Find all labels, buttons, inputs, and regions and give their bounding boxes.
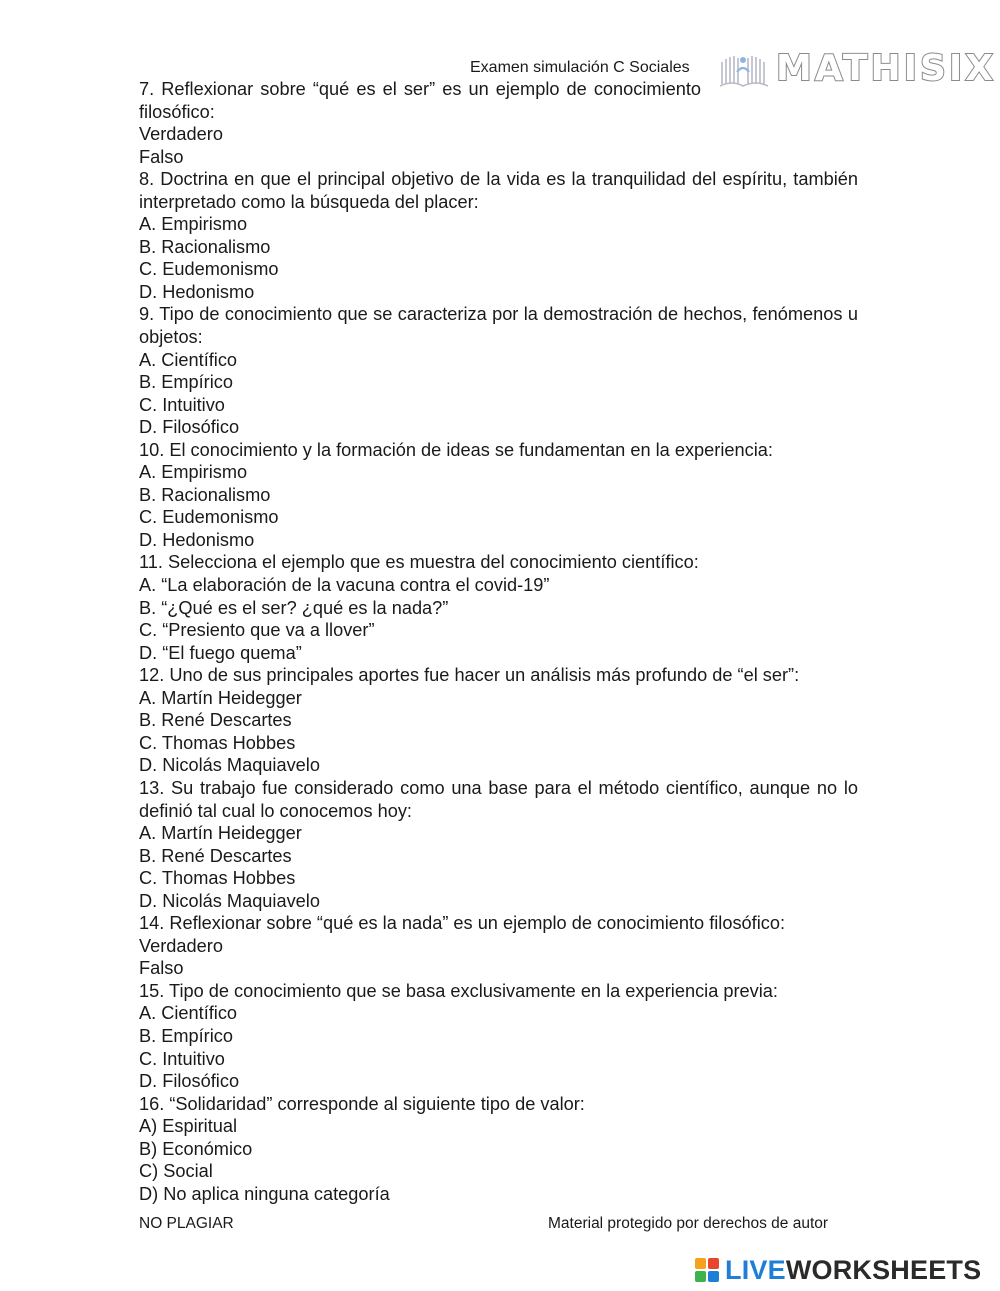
answer-option[interactable]: B) Económico <box>139 1138 253 1159</box>
answer-option[interactable]: B. Racionalismo <box>139 236 271 257</box>
question-text: 13. Su trabajo fue considerado como una base para el método científico, aunque no lo definió tal cual lo conocemos hoy: <box>139 777 858 821</box>
answer-option[interactable]: A. Martín Heidegger <box>139 687 302 708</box>
answer-option[interactable]: A. Científico <box>139 349 238 370</box>
answer-option[interactable]: B. Empírico <box>139 372 233 393</box>
answer-option[interactable]: C. Eudemonismo <box>139 507 279 528</box>
answer-option[interactable]: D. Nicolás Maquiavelo <box>139 890 320 911</box>
answer-option[interactable]: C. Intuitivo <box>139 394 225 415</box>
answer-option[interactable]: B. Racionalismo <box>139 484 271 505</box>
question-text: 10. El conocimiento y la formación de ideas se fundamentan en la experiencia: <box>139 439 773 460</box>
answer-option[interactable]: B. Empírico <box>139 1025 233 1046</box>
answer-option[interactable]: D. Filosófico <box>139 1071 240 1092</box>
answer-option[interactable]: C. Thomas Hobbes <box>139 868 296 889</box>
liveworksheets-watermark <box>695 1255 981 1285</box>
answer-option[interactable]: A. Empirismo <box>139 214 248 235</box>
answer-option[interactable]: C) Social <box>139 1161 213 1182</box>
answer-option[interactable]: B. “¿Qué es el ser? ¿qué es la nada?” <box>139 597 449 618</box>
answer-option[interactable]: A. Empirismo <box>139 462 248 483</box>
answer-option[interactable]: Falso <box>139 958 184 979</box>
answer-option[interactable]: C. Intuitivo <box>139 1048 225 1069</box>
question-text: 12. Uno de sus principales aportes fue hacer un análisis más profundo de “el ser”: <box>139 665 800 686</box>
liveworksheets-icon <box>695 1258 721 1282</box>
watermark-prefix: LIVE <box>725 1254 786 1285</box>
question-text: 7. Reflexionar sobre “qué es el ser” es un ejemplo de conocimiento filosófico: <box>139 79 701 122</box>
answer-option[interactable]: D. Hedonismo <box>139 529 255 550</box>
answer-option[interactable]: A. Científico <box>139 1003 238 1024</box>
answer-option[interactable]: D. Filosófico <box>139 417 240 438</box>
question-text: 16. “Solidaridad” corresponde al siguiente tipo de valor: <box>139 1093 585 1114</box>
question-text: 11. Selecciona el ejemplo que es muestra del conocimiento científico: <box>139 552 699 573</box>
footer-copyright: Material protegido por derechos de autor <box>548 1215 829 1232</box>
answer-option[interactable]: C. Eudemonismo <box>139 259 279 280</box>
question-text: 15. Tipo de conocimiento que se basa exclusivamente en la experiencia previa: <box>139 980 778 1001</box>
answer-option[interactable]: A) Espiritual <box>139 1116 238 1137</box>
question-text: 8. Doctrina en que el principal objetivo de la vida es la tranquilidad del espíritu, también interpretado como la búsqueda del placer: <box>139 169 858 212</box>
answer-option[interactable]: A. “La elaboración de la vacuna contra el covid-19” <box>139 575 550 596</box>
watermark-suffix: WORKSHEETS <box>785 1254 982 1285</box>
answer-option[interactable]: D. Hedonismo <box>139 281 255 302</box>
answer-option[interactable]: D) No aplica ninguna categoría <box>139 1183 390 1204</box>
answer-option[interactable]: Verdadero <box>139 935 223 956</box>
footer-no-plagiar: NO PLAGIAR <box>139 1215 234 1232</box>
answer-option[interactable]: B. René Descartes <box>139 845 292 866</box>
answer-option[interactable]: B. René Descartes <box>139 710 292 731</box>
answer-option[interactable]: Falso <box>139 146 184 167</box>
answer-option[interactable]: A. Martín Heidegger <box>139 823 302 844</box>
answer-option[interactable]: C. “Presiento que va a llover” <box>139 620 375 641</box>
answer-option[interactable]: C. Thomas Hobbes <box>139 732 296 753</box>
question-text: 14. Reflexionar sobre “qué es la nada” es un ejemplo de conocimiento filosófico: <box>139 913 786 934</box>
answer-option[interactable]: D. Nicolás Maquiavelo <box>139 755 320 776</box>
logo-text: MATHISIX <box>776 48 997 89</box>
question-text: 9. Tipo de conocimiento que se caracteriza por la demostración de hechos, fenómenos u objetos: <box>139 304 858 348</box>
answer-option[interactable]: Verdadero <box>139 124 223 145</box>
exam-questions <box>139 78 858 1205</box>
exam-title: Examen simulación C Sociales <box>470 59 690 76</box>
answer-option[interactable]: D. “El fuego quema” <box>139 642 302 663</box>
